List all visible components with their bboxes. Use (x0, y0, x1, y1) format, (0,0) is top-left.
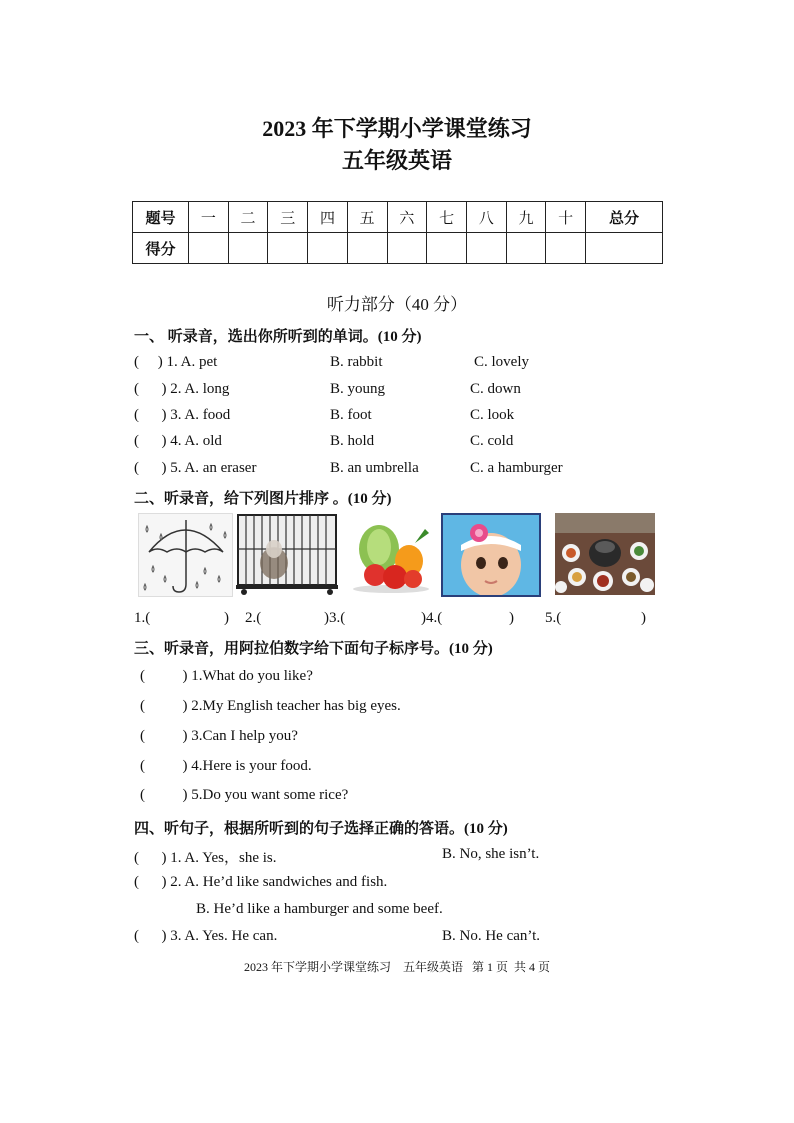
score-cell[interactable] (228, 233, 268, 264)
col-7: 七 (427, 202, 467, 233)
part4-q2-a: ( ) 2. A. He’d like sandwiches and fish. (134, 874, 388, 890)
part1-q3-b: B. foot (330, 407, 372, 423)
title-line-2: 五年级英语 (341, 148, 452, 173)
header-label: 题号 (133, 202, 189, 233)
baby-photo-icon (443, 515, 539, 595)
col-1: 一 (189, 202, 229, 233)
umbrella-icon (139, 514, 232, 596)
part3-item-1: ( ) 1.What do you like? (140, 668, 313, 684)
blank-3-open: )3.( (324, 610, 346, 626)
col-6: 六 (387, 202, 427, 233)
title-line-1: 2023 年下学期小学课堂练习 (262, 116, 532, 141)
part1-q4-a: ( ) 4. A. old (134, 433, 222, 449)
part3-item-2: ( ) 2.My English teacher has big eyes. (140, 698, 401, 714)
score-cell[interactable] (546, 233, 586, 264)
part1-q3-a: ( ) 3. A. food (134, 407, 231, 423)
picture-baby (441, 513, 541, 597)
col-8: 八 (466, 202, 506, 233)
picture-dog-cage (236, 513, 338, 595)
score-cell[interactable] (308, 233, 348, 264)
part1-q3-c: C. look (470, 407, 515, 423)
picture-umbrella (138, 513, 233, 597)
part1-q4-b: B. hold (330, 433, 375, 449)
blank-4-open: )4.( (421, 610, 443, 626)
listening-section-title: 听力部分（40 分） (326, 295, 468, 314)
picture-vegetables (345, 513, 435, 595)
blank-1-open: 1.( (134, 610, 151, 626)
part3-item-5: ( ) 5.Do you want some rice? (140, 787, 349, 803)
part1-q2-a: ( ) 2. A. long (134, 381, 230, 397)
part1-q2-b: B. young (330, 381, 386, 397)
score-table-score-row (133, 233, 663, 264)
col-10: 十 (546, 202, 586, 233)
part3-item-4: ( ) 4.Here is your food. (140, 758, 312, 774)
part4-q2-b: B. He’d like a hamburger and some beef. (196, 901, 443, 917)
score-table-header-row (133, 202, 663, 233)
dishes-icon (555, 513, 655, 595)
part1-heading: 一、 听录音，选出你所听到的单词。(10 分) (134, 329, 422, 345)
col-4: 四 (308, 202, 348, 233)
part1-q1-c: C. lovely (474, 354, 529, 370)
blank-4-close: ) (509, 610, 514, 626)
score-cell[interactable] (347, 233, 387, 264)
score-cell[interactable] (268, 233, 308, 264)
col-total: 总分 (586, 202, 663, 233)
part1-q5-b: B. an umbrella (330, 460, 419, 476)
score-cell[interactable] (466, 233, 506, 264)
part4-heading: 四、听句子，根据所听到的句子选择正确的答语。(10 分) (134, 821, 508, 837)
col-2: 二 (228, 202, 268, 233)
part2-heading: 二、听录音，给下列图片排序 。(10 分) (134, 491, 392, 507)
score-cell[interactable] (506, 233, 546, 264)
part1-q5-c: C. a hamburger (470, 460, 563, 476)
blank-5-open: 5.( (545, 610, 562, 626)
col-3: 三 (268, 202, 308, 233)
page-footer: 2023 年下学期小学课堂练习 五年级英语 第 1 页 共 4 页 (243, 960, 550, 974)
part1-q4-c: C. cold (470, 433, 514, 449)
vegetables-icon (345, 513, 435, 595)
part3-heading: 三、听录音，用阿拉伯数字给下面句子标序号。(10 分) (134, 641, 493, 657)
score-cell[interactable] (387, 233, 427, 264)
blank-2-open: 2.( (245, 610, 262, 626)
part1-q1-a: ( ) 1. A. pet (134, 354, 218, 370)
part4-q3-b: B. No. He can’t. (442, 928, 541, 944)
score-cell[interactable] (189, 233, 229, 264)
part4-q3-a: ( ) 3. A. Yes. He can. (134, 928, 278, 944)
part4-q1-b: B. No, she isn’t. (442, 846, 540, 862)
blank-5-close: ) (641, 610, 646, 626)
part1-q2-c: C. down (470, 381, 521, 397)
part1-q1-b: B. rabbit (330, 354, 383, 370)
picture-dishes (555, 513, 655, 595)
col-9: 九 (506, 202, 546, 233)
part4-q1-a: ( ) 1. A. Yes，she is. (134, 850, 277, 866)
score-table (132, 201, 663, 264)
cage-icon (236, 513, 338, 595)
score-cell[interactable] (586, 233, 663, 264)
col-5: 五 (347, 202, 387, 233)
part3-item-3: ( ) 3.Can I help you? (140, 728, 298, 744)
score-cell[interactable] (427, 233, 467, 264)
part1-q5-a: ( ) 5. A. an eraser (134, 460, 257, 476)
score-label: 得分 (133, 233, 189, 264)
blank-1-close: ) (224, 610, 229, 626)
